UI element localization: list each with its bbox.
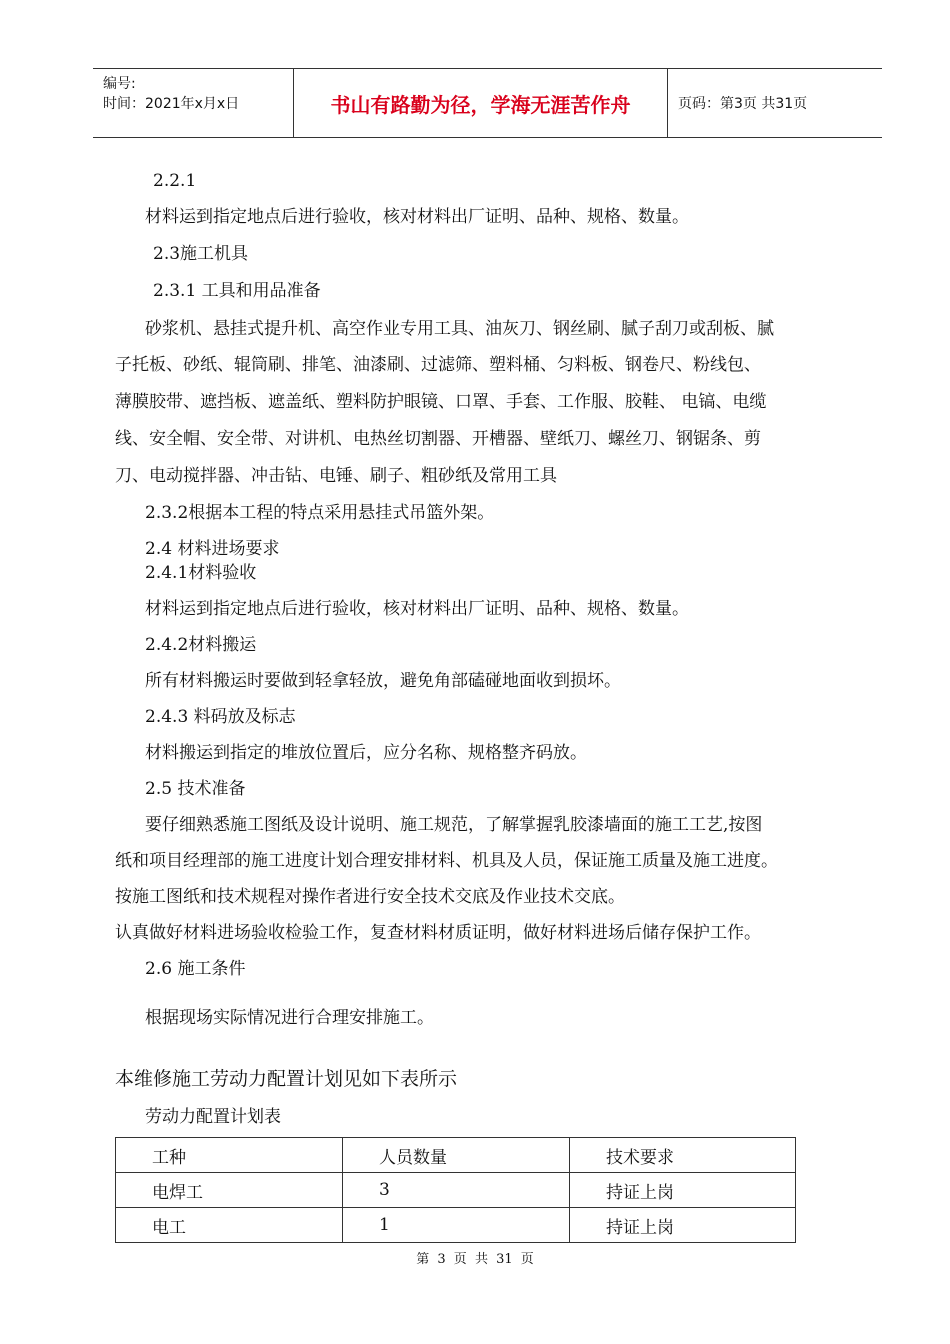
footer-ye: 页 bbox=[453, 1252, 467, 1267]
table-cell: 持证上岗 bbox=[570, 1173, 796, 1208]
section-2-4: 2.4 材料进场要求 bbox=[145, 539, 280, 559]
table-cell: 持证上岗 bbox=[570, 1208, 796, 1243]
paragraph: 认真做好材料进场验收检验工作，复查材料材质证明，做好材料进场后储存保护工作。 bbox=[115, 923, 761, 943]
paragraph: 纸和项目经理部的施工进度计划合理安排材料、机具及人员，保证施工质量及施工进度。 bbox=[115, 851, 778, 871]
footer-page-number: 3 bbox=[437, 1252, 446, 1267]
paragraph: 线、安全帽、安全带、对讲机、电热丝切割器、开槽器、壁纸刀、螺丝刀、钢锯条、剪 bbox=[115, 429, 761, 449]
section-2-2-1: 2.2.1 bbox=[153, 171, 197, 191]
table-intro: 本维修施工劳动力配置计划见如下表所示 bbox=[115, 1068, 458, 1090]
section-2-6: 2.6 施工条件 bbox=[145, 959, 246, 979]
table-cell: 3 bbox=[343, 1173, 570, 1208]
section-2-3-1: 2.3.1 工具和用品准备 bbox=[153, 281, 321, 301]
paragraph: 子托板、砂纸、辊筒刷、排笔、油漆刷、过滤筛、塑料桶、匀料板、钢卷尺、粉线包、 bbox=[115, 355, 761, 375]
header-motto: 书山有路勤为径，学海无涯苦作舟 bbox=[293, 69, 668, 137]
paragraph: 按施工图纸和技术规程对操作者进行安全技术交底及作业技术交底。 bbox=[115, 887, 625, 907]
table-row bbox=[116, 1173, 796, 1208]
footer-total: 31 bbox=[496, 1252, 513, 1267]
page-footer bbox=[0, 1248, 950, 1267]
table-cell: 1 bbox=[343, 1208, 570, 1243]
paragraph: 材料运到指定地点后进行验收，核对材料出厂证明、品种、规格、数量。 bbox=[145, 207, 689, 227]
paragraph: 刀、电动搅拌器、冲击钻、电锤、刷子、粗砂纸及常用工具 bbox=[115, 466, 557, 486]
page-header bbox=[93, 68, 882, 138]
footer-ye-2: 页 bbox=[520, 1252, 534, 1267]
table-cell: 电焊工 bbox=[116, 1173, 343, 1208]
table-caption: 劳动力配置计划表 bbox=[145, 1107, 281, 1127]
footer-gong: 共 bbox=[474, 1252, 488, 1267]
header-meta bbox=[93, 69, 293, 137]
footer-di: 第 bbox=[416, 1252, 430, 1267]
section-2-5: 2.5 技术准备 bbox=[145, 779, 246, 799]
serial-label: 编号: bbox=[103, 76, 136, 92]
paragraph: 薄膜胶带、遮挡板、遮盖纸、塑料防护眼镜、口罩、手套、工作服、胶鞋、 电镐、电缆 bbox=[115, 392, 767, 412]
paragraph: 材料搬运到指定的堆放位置后，应分名称、规格整齐码放。 bbox=[145, 743, 587, 763]
table-row bbox=[116, 1208, 796, 1243]
paragraph: 砂浆机、悬挂式提升机、高空作业专用工具、油灰刀、钢丝刷、腻子刮刀或刮板、腻 bbox=[145, 319, 774, 339]
table-header-cell: 人员数量 bbox=[343, 1138, 570, 1173]
table-cell: 电工 bbox=[116, 1208, 343, 1243]
time-label: 时间：2021年x月x日 bbox=[103, 96, 240, 112]
header-page-info: 页码：第3页 共31页 bbox=[678, 96, 808, 112]
labor-plan-table bbox=[115, 1137, 796, 1243]
section-2-3: 2.3施工机具 bbox=[153, 244, 249, 264]
paragraph: 所有材料搬运时要做到轻拿轻放，避免角部磕碰地面收到损坏。 bbox=[145, 671, 621, 691]
section-2-4-1: 2.4.1材料验收 bbox=[145, 563, 257, 583]
table-header-cell: 技术要求 bbox=[570, 1138, 796, 1173]
section-2-4-3: 2.4.3 料码放及标志 bbox=[145, 707, 296, 727]
paragraph: 材料运到指定地点后进行验收，核对材料出厂证明、品种、规格、数量。 bbox=[145, 599, 689, 619]
section-2-4-2: 2.4.2材料搬运 bbox=[145, 635, 257, 655]
paragraph: 要仔细熟悉施工图纸及设计说明、施工规范，了解掌握乳胶漆墙面的施工工艺,按图 bbox=[145, 815, 763, 835]
table-header-row bbox=[116, 1138, 796, 1173]
table-header-cell: 工种 bbox=[116, 1138, 343, 1173]
section-2-3-2: 2.3.2根据本工程的特点采用悬挂式吊篮外架。 bbox=[145, 503, 495, 523]
paragraph: 根据现场实际情况进行合理安排施工。 bbox=[145, 1008, 434, 1028]
